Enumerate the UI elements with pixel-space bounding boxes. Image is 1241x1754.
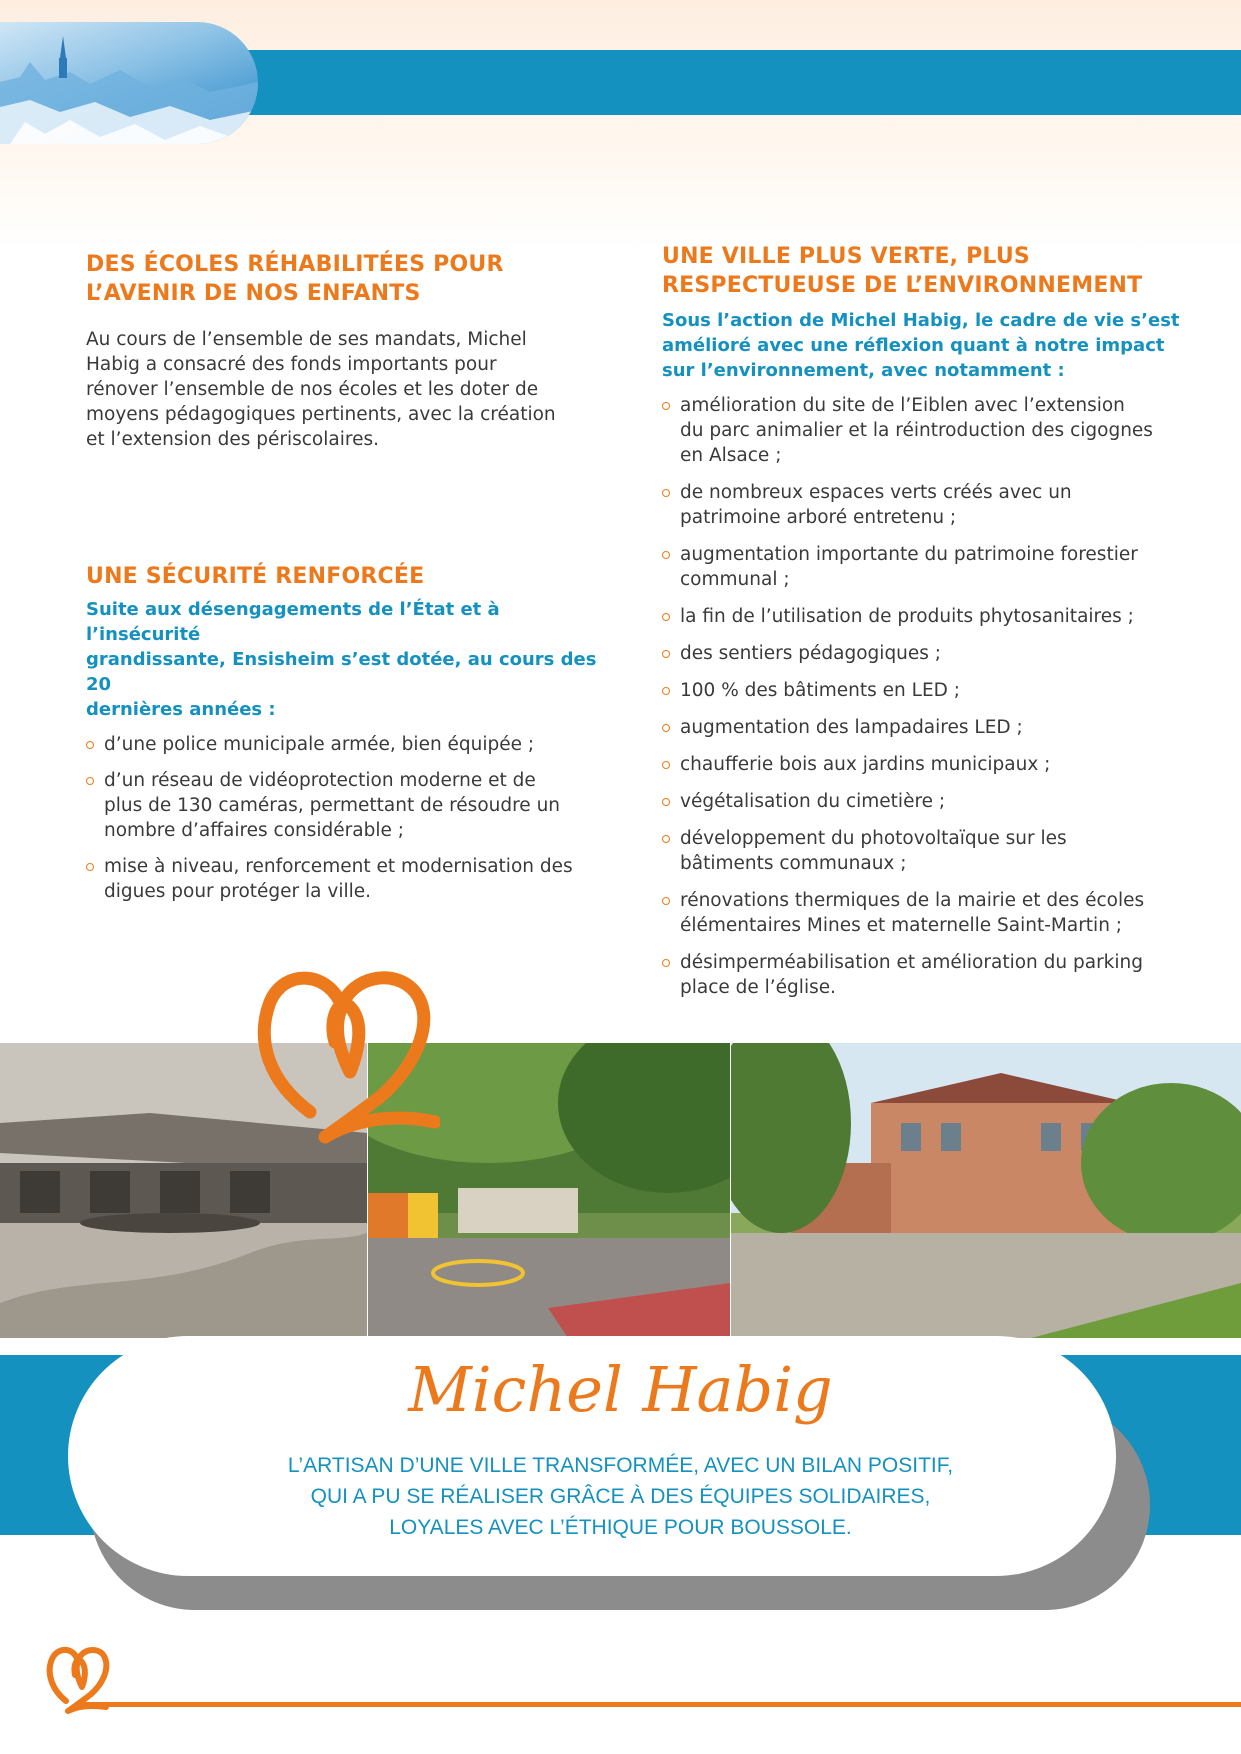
bullet-icon — [86, 741, 94, 749]
bullet-icon — [662, 724, 670, 732]
security-list — [86, 732, 606, 904]
bullet-icon — [662, 402, 670, 410]
schools-title-line-1: DES ÉCOLES RÉHABILITÉES POUR — [86, 252, 504, 277]
bullet-icon — [662, 650, 670, 658]
list-item — [86, 732, 606, 757]
list-item-line: bâtiments communaux ; — [680, 853, 907, 874]
bullet-icon — [662, 489, 670, 497]
slogan-line: LOYALES AVEC L’ÉTHIQUE POUR BOUSSOLE. — [389, 1516, 852, 1539]
list-item-line: mise à niveau, renforcement et modernisation des — [104, 856, 573, 877]
schools-text — [86, 327, 606, 452]
environment-intro-line: sur l’environnement, avec notamment : — [662, 360, 1065, 381]
security-title: UNE SÉCURITÉ RENFORCÉE — [86, 564, 425, 589]
list-item-line: amélioration du site de l’Eiblen avec l’extension — [680, 395, 1125, 416]
slogan-line: L’ARTISAN D’UNE VILLE TRANSFORMÉE, AVEC UN BILAN POSITIF, — [287, 1454, 954, 1477]
bullet-icon — [662, 897, 670, 905]
list-item-line: végétalisation du cimetière ; — [680, 791, 946, 812]
city-panorama-image — [0, 22, 258, 144]
list-item-line: d’un réseau de vidéoprotection moderne et de — [104, 770, 536, 791]
list-item-line: en Alsace ; — [680, 445, 782, 466]
list-item-line: d’une police municipale armée, bien équipée ; — [104, 734, 535, 755]
list-item — [662, 542, 1182, 592]
list-item-line: augmentation importante du patrimoine forestier — [680, 544, 1138, 565]
schools-text-line: rénover l’ensemble de nos écoles et les doter de — [86, 379, 539, 400]
list-item — [662, 641, 1182, 666]
bullet-icon — [662, 613, 670, 621]
list-item-line: 100 % des bâtiments en LED ; — [680, 680, 961, 701]
environment-title-line-1: UNE VILLE PLUS VERTE, PLUS — [662, 244, 1030, 269]
bullet-icon — [86, 863, 94, 871]
list-item — [662, 789, 1182, 814]
list-item-line: développement du photovoltaïque sur les — [680, 828, 1067, 849]
list-item-line: augmentation des lampadaires LED ; — [680, 717, 1023, 738]
security-intro — [86, 597, 606, 722]
bullet-icon — [662, 835, 670, 843]
slogan — [0, 1450, 1241, 1543]
schools-section — [86, 250, 606, 452]
list-item-line: communal ; — [680, 569, 790, 590]
schools-text-line: moyens pédagogiques pertinents, avec la création — [86, 404, 556, 425]
security-intro-line: grandissante, Ensisheim s’est dotée, au cours des 20 — [86, 649, 597, 695]
signature: Michel Habig — [408, 1353, 833, 1426]
list-item — [86, 768, 606, 843]
list-item — [662, 604, 1182, 629]
footer-rule — [78, 1702, 1241, 1707]
bullet-icon — [662, 687, 670, 695]
heart-logo-icon — [250, 962, 440, 1154]
schools-title — [86, 250, 606, 308]
list-item — [662, 393, 1182, 468]
schools-text-line: Au cours de l’ensemble de ses mandats, Michel — [86, 329, 527, 350]
environment-intro-line: Sous l’action de Michel Habig, le cadre de vie s’est — [662, 310, 1180, 331]
environment-title-line-2: RESPECTUEUSE DE L’ENVIRONNEMENT — [662, 273, 1143, 298]
schools-title-line-2: L’AVENIR DE NOS ENFANTS — [86, 281, 421, 306]
security-intro-line: Suite aux désengagements de l’État et à l’insécurité — [86, 599, 500, 645]
list-item — [662, 480, 1182, 530]
list-item-line: place de l’église. — [680, 977, 836, 998]
list-item — [662, 752, 1182, 777]
list-item — [86, 854, 606, 904]
bullet-icon — [662, 551, 670, 559]
environment-title — [662, 242, 1182, 300]
environment-intro — [662, 308, 1182, 383]
environment-intro-line: amélioré avec une réflexion quant à notre impact — [662, 335, 1165, 356]
slogan-line: QUI A PU SE RÉALISER GRÂCE À DES ÉQUIPES SOLIDAIRES, — [310, 1485, 931, 1508]
bullet-icon — [662, 959, 670, 967]
list-item — [662, 950, 1182, 1000]
environment-list — [662, 393, 1182, 1000]
list-item-line: désimperméabilisation et amélioration du parking — [680, 952, 1143, 973]
list-item-line: chaufferie bois aux jardins municipaux ; — [680, 754, 1051, 775]
list-item-line: élémentaires Mines et maternelle Saint-Martin ; — [680, 915, 1123, 936]
list-item — [662, 826, 1182, 876]
list-item-line: nombre d’affaires considérable ; — [104, 820, 404, 841]
list-item — [662, 678, 1182, 703]
schools-text-line: et l’extension des périscolaires. — [86, 429, 379, 450]
list-item-line: patrimoine arboré entretenu ; — [680, 507, 957, 528]
list-item — [662, 888, 1182, 938]
list-item-line: du parc animalier et la réintroduction des cigognes — [680, 420, 1153, 441]
list-item-line: digues pour protéger la ville. — [104, 881, 372, 902]
list-item — [662, 715, 1182, 740]
list-item-line: des sentiers pédagogiques ; — [680, 643, 942, 664]
security-intro-line: dernières années : — [86, 699, 276, 720]
list-item-line: rénovations thermiques de la mairie et des écoles — [680, 890, 1145, 911]
bullet-icon — [662, 761, 670, 769]
security-section — [86, 562, 606, 904]
bullet-icon — [662, 798, 670, 806]
list-item-line: de nombreux espaces verts créés avec un — [680, 482, 1072, 503]
town-hall-photo — [731, 1043, 1241, 1338]
environment-section — [662, 242, 1182, 1000]
bullet-icon — [86, 777, 94, 785]
list-item-line: plus de 130 caméras, permettant de résoudre un — [104, 795, 561, 816]
list-item-line: la fin de l’utilisation de produits phytosanitaires ; — [680, 606, 1134, 627]
schools-text-line: Habig a consacré des fonds importants pour — [86, 354, 497, 375]
